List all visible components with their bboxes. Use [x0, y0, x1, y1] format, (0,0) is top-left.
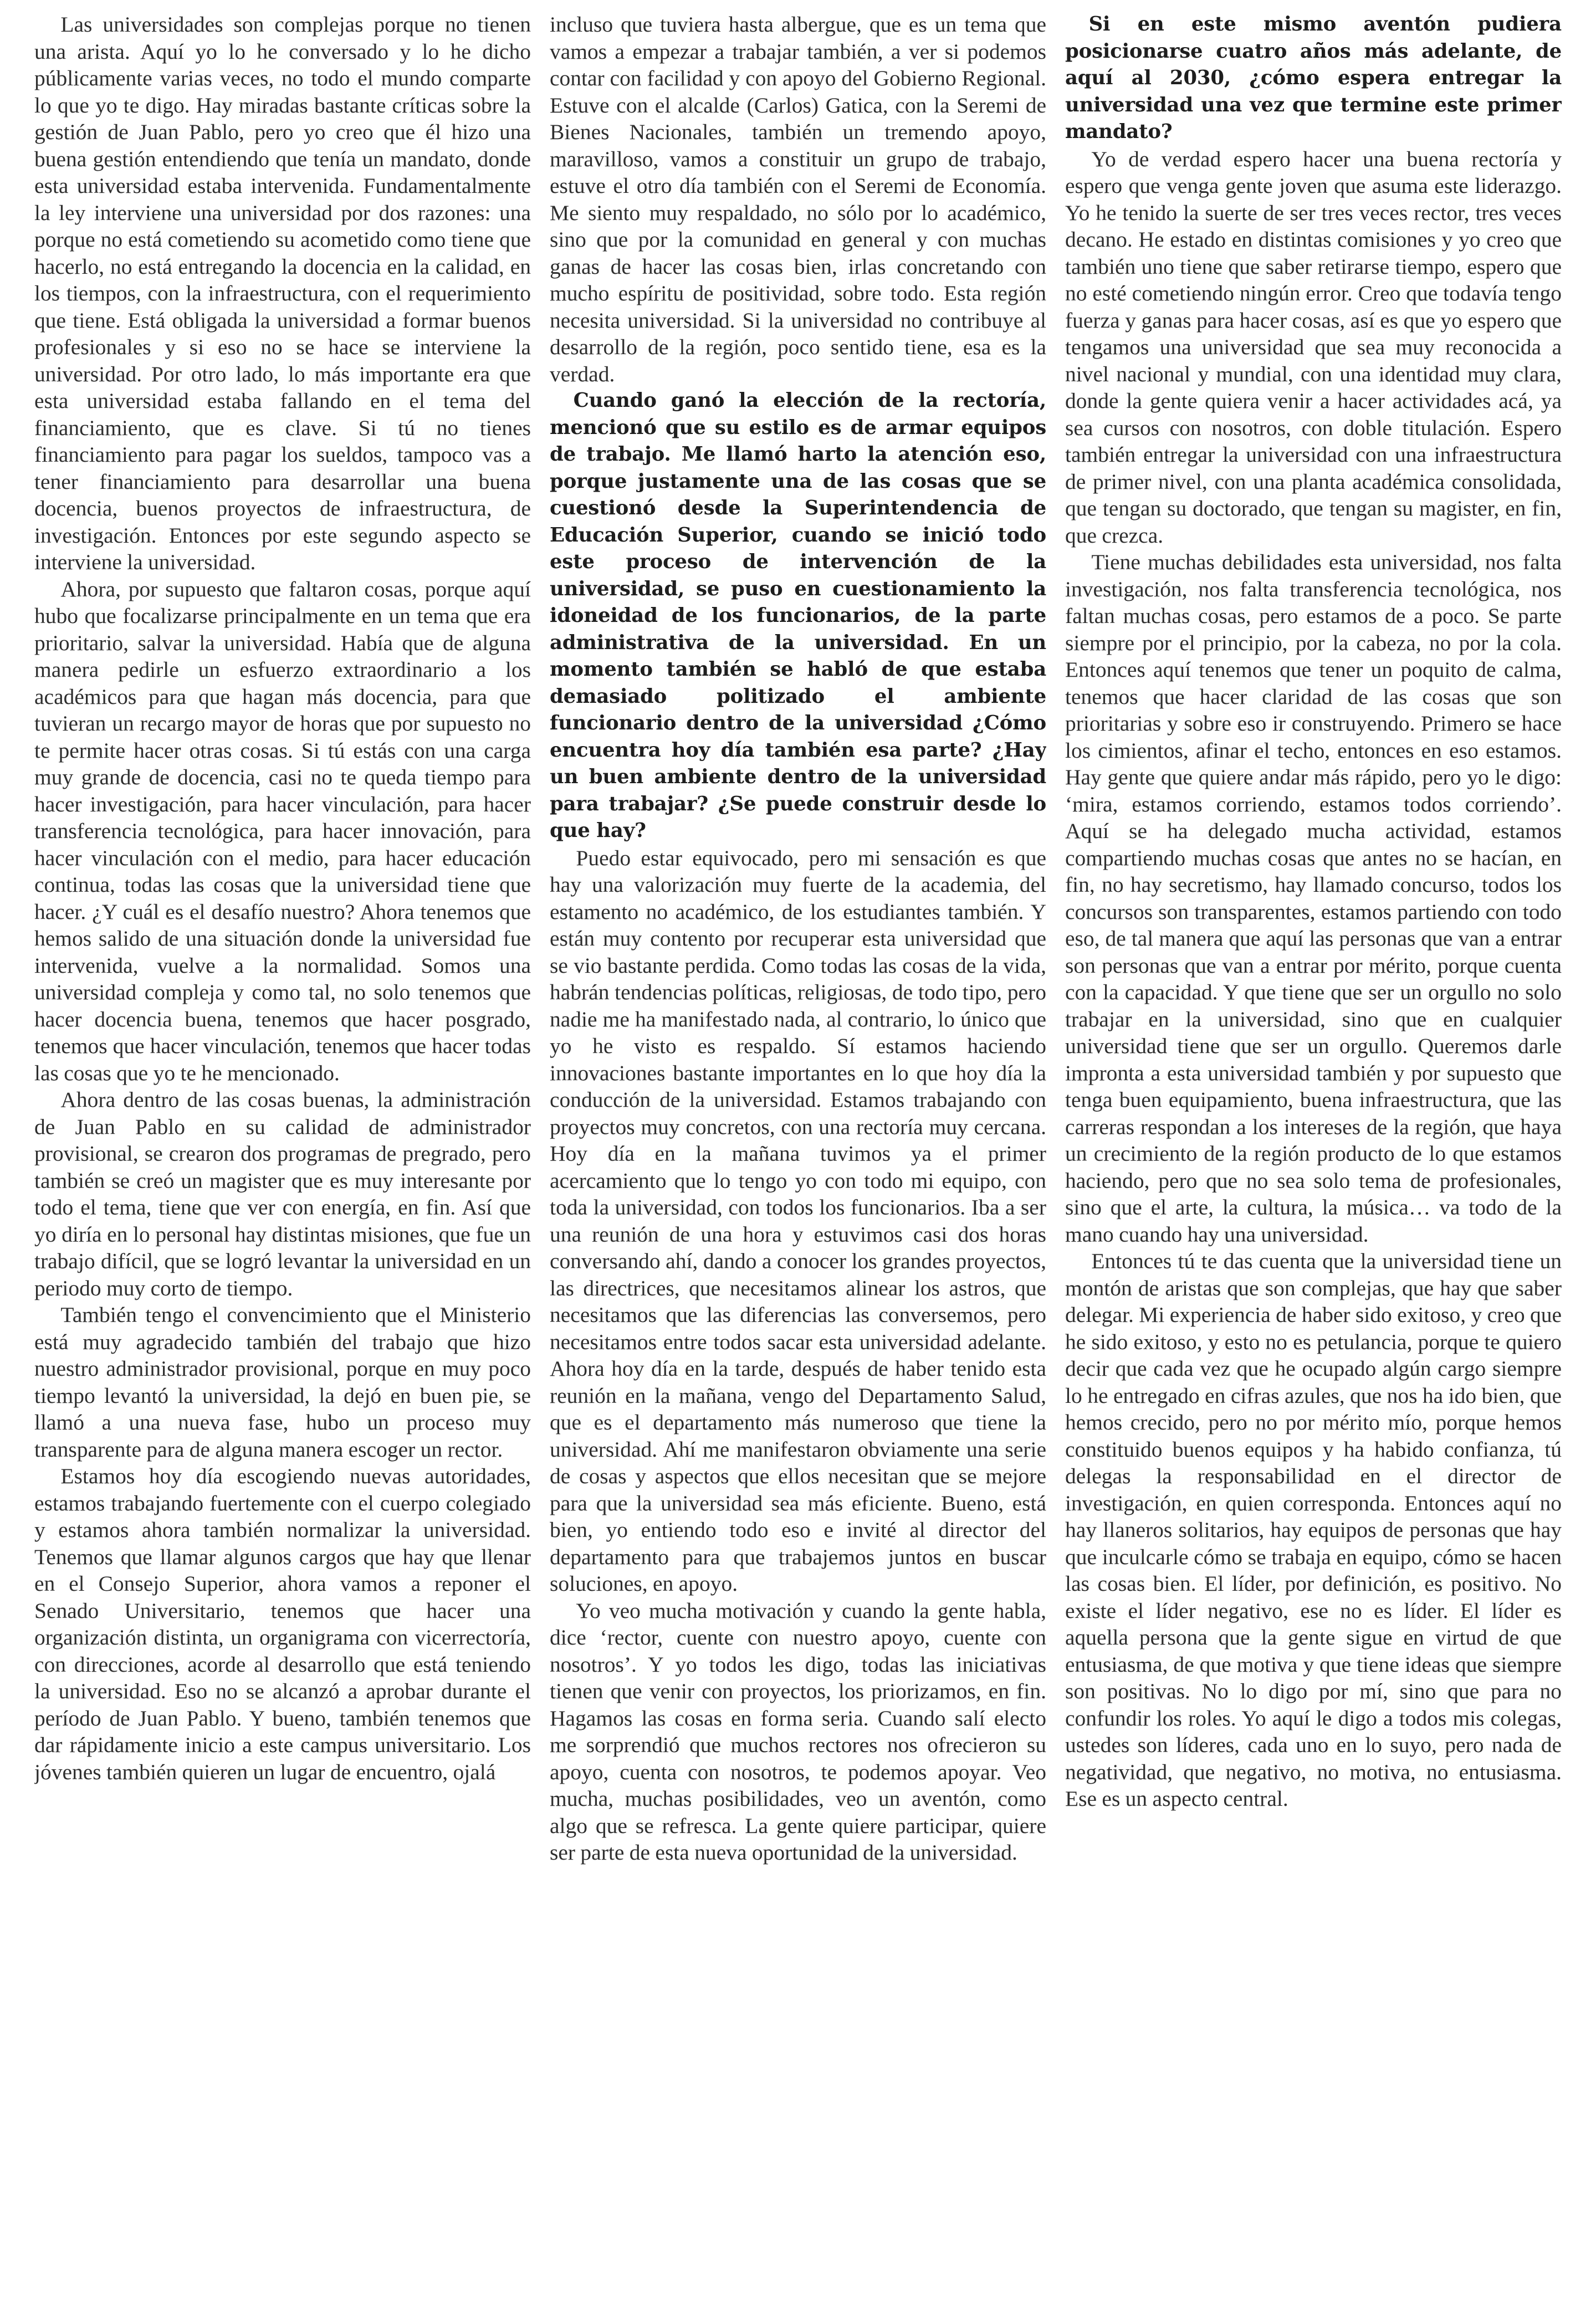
paragraph: Las universidades son complejas porque no tienen una arista. Aquí yo lo he conversado y lo he dicho públicamente varias veces, no todo el mundo comparte lo que yo te digo. Hay miradas bastante críticas sobre la gestión de Juan Pablo, pero yo creo que él hizo una buena gestión entendiendo que tenía un mandato, donde esta universidad estaba intervenida. Fundamentalmente la ley interviene una universidad por dos razones: una porque no está cometiendo su acometido como tiene que hacerlo, no está entregando la docencia en la calidad, en los tiempos, con la infraestructura, con el requerimiento que tiene. Está obligada la universidad a formar buenos profesionales y si eso no se hace se interviene la universidad. Por otro lado, lo más importante era que esta universidad estaba fallando en el tema del financiamiento, que es clave. Si tú no tienes financiamiento para pagar los sueldos, tampoco vas a tener financiamiento para desarrollar una buena docencia, buenos proyectos de infraestructura, de investigación. Entonces por este segundo aspecto se interviene la universidad.	[34, 12, 531, 574]
paragraph: También tengo el convencimiento que el Ministerio está muy agradecido también del trabajo que hizo nuestro administrador provisional, porque en muy poco tiempo levantó la universidad, la dejó en buen pie, se llamó a una nueva fase, hubo un proceso muy transparente para de alguna manera escoger un rector.	[34, 1303, 531, 1462]
paragraph: Estamos hoy día escogiendo nuevas autoridades, estamos trabajando fuertemente con el cuerpo colegiado y estamos ahora también normalizar la universidad. Tenemos que llamar algunos cargos que hay que llenar en el Consejo Superior, ahora vamos a reponer el Senado Universitario, tenemos que hacer una organización distinta, un organigrama con vicerrectoría, con direcciones, acorde al desarrollo que está teniendo la universidad. Eso no se alcanzó a aprobar durante el período de Juan Pablo. Y bueno, también tenemos que dar rápidamente inicio a este campus universitario. Los jóvenes también quieren un lugar de encuentro, ojalá	[34, 1464, 531, 1784]
article-page	[34, 11, 1562, 2295]
column-1	[34, 11, 531, 2295]
paragraph: Yo veo mucha motivación y cuando la gente habla, dice ‘rector, cuente con nuestro apoyo, cuente con nosotros’. Y yo todos les digo, todas las iniciativas tienen que venir con proyectos, los priorizamos, en fin. Hagamos las cosas en forma seria. Cuando salí electo me sorprendió que muchos rectores nos ofrecieron su apoyo, cuenta con nosotros, te podemos apoyar. Veo mucha, muchas posibilidades, veo un aventón, como algo que se refresca. La gente quiere participar, quiere ser parte de esta nueva oportunidad de la universidad.	[550, 1598, 1046, 1865]
paragraph: Entonces tú te das cuenta que la universidad tiene un montón de aristas que son complejas, que hay que saber delegar. Mi experiencia de haber sido exitoso, y creo que he sido exitoso, y esto no es petulancia, porque te quiero decir que cada vez que he ocupado algún cargo siempre lo he entregado en cifras azules, que nos ha ido bien, que hemos crecido, pero no por mérito mío, porque hemos constituido buenos equipos y ha habido confianza, tú delegas la responsabilidad en el director de investigación, en quien corresponda. Entonces aquí no hay llaneros solitarios, hay equipos de personas que hay que inculcarle cómo se trabaja en equipo, cómo se hacen las cosas bien. El líder, por definición, es positivo. No existe el líder negativo, ese no es líder. El líder es aquella persona que la gente sigue en virtud de que entusiasma, de que motiva y que tiene ideas que siempre son positivas. No lo digo por mí, sino que para no confundir los roles. Yo aquí le digo a todos mis colegas, ustedes son líderes, cada uno en lo suyo, pero nada de negatividad, que negativo, no motiva, no entusiasma. Ese es un aspecto central.	[1065, 1249, 1562, 1811]
paragraph: Puedo estar equivocado, pero mi sensación es que hay una valorización muy fuerte de la academia, del estamento no académico, de los estudiantes también. Y están muy contento por recuperar esta universidad que se vio bastante perdida. Como todas las cosas de la vida, habrán tendencias políticas, religiosas, de todo tipo, pero nadie me ha manifestado nada, al contrario, lo único que yo he visto es respaldo. Sí estamos haciendo innovaciones bastante importantes en lo que hoy día la conducción de la universidad. Estamos trabajando con proyectos muy concretos, con una rectoría muy cercana. Hoy día en la mañana tuvimos ya el primer acercamiento que lo tengo yo con todo mi equipo, con toda la universidad, con todos los funcionarios. Iba a ser una reunión de una hora y estuvimos casi dos horas conversando ahí, dando a conocer los grandes proyectos, las directrices, que necesitamos alinear los astros, que necesitamos que las diferencias las conversemos, pero necesitamos entre todos sacar esta universidad adelante. Ahora hoy día en la tarde, después de haber tenido esta reunión en la mañana, vengo del Departamento Salud, que es el departamento más numeroso que tiene la universidad. Ahí me manifestaron obviamente una serie de cosas y aspectos que ellos necesitan que se mejore para que la universidad sea más eficiente. Bueno, está bien, yo entiendo todo eso e invité al director del departamento para que trabajemos juntos en buscar soluciones, en apoyo.	[550, 845, 1046, 1596]
interview-question: Si en este mismo aventón pudiera posicionarse cuatro años más adelante, de aquí al 2030, ¿cómo espera entregar la universidad una vez que termine este primer mandato?	[1065, 13, 1562, 143]
paragraph: Ahora dentro de las cosas buenas, la administración de Juan Pablo en su calidad de administrador provisional, se crearon dos programas de pregrado, pero también se creó un magister que es muy interesante por todo el tema, tiene que ver con energía, en fin. Así que yo diría en lo personal hay distintas misiones, que fue un trabajo difícil, que se logró levantar la universidad en un periodo muy corto de tiempo.	[34, 1087, 531, 1300]
paragraph: Yo de verdad espero hacer una buena rectoría y espero que venga gente joven que asuma este liderazgo. Yo he tenido la suerte de ser tres veces rector, tres veces decano. He estado en distintas comisiones y yo creo que también uno tiene que saber retirarse tiempo, espero que no esté cometiendo ningún error. Creo que todavía tengo fuerza y ganas para hacer cosas, así es que yo espero que tengamos una universidad que sea muy reconocida a nivel nacional y mundial, con una identidad muy clara, donde la gente quiera venir a hacer actividades acá, ya sea cursos con nosotros, con doble titulación. Espero también entregar la universidad con una infraestructura de primer nivel, con una planta académica consolidada, que tengan su doctorado, que tengan su magister, en fin, que crezca.	[1065, 146, 1562, 548]
column-3	[1065, 11, 1562, 2295]
paragraph: Ahora, por supuesto que faltaron cosas, porque aquí hubo que focalizarse principalmente en un tema que era prioritario, salvar la universidad. Había que de alguna manera pedirle un esfuerzo extraordinario a los académicos para que hagan más docencia, para que tuvieran un recargo mayor de horas que por supuesto no te permite hacer otras cosas. Si tú estás con una carga muy grande de docencia, casi no te queda tiempo para hacer investigación, para hacer vinculación, para hacer transferencia tecnológica, para hacer innovación, para hacer vinculación con el medio, para hacer educación continua, todas las cosas que la universidad tiene que hacer. ¿Y cuál es el desafío nuestro? Ahora tenemos que hemos salido de una situación donde la universidad fue intervenida, vuelve a la normalidad. Somos una universidad compleja y como tal, no solo tenemos que hacer docencia buena, tenemos que hacer posgrado, tenemos que hacer vinculación, tenemos que hacer todas las cosas que yo te he mencionado.	[34, 576, 531, 1085]
column-2	[550, 11, 1046, 2295]
paragraph: Tiene muchas debilidades esta universidad, nos falta investigación, nos falta transferencia tecnológica, nos faltan muchas cosas, pero estamos de a poco. Se parte siempre por el principio, por la cabeza, no por la cola. Entonces aquí tenemos que tener un poquito de calma, tenemos que hacer claridad de las cosas que son prioritarias y sobre eso ir construyendo. Primero se hace los cimientos, afinar el techo, entonces en eso estamos. Hay gente que quiere andar más rápido, pero yo le digo: ‘mira, estamos corriendo, estamos todos corriendo’. Aquí se ha delegado mucha actividad, estamos compartiendo muchas cosas que antes no se hacían, en fin, no hay secretismo, hay llamado concurso, todos los concursos son transparentes, estamos partiendo con todo eso, de tal manera que aquí las personas que van a entrar son personas que van a entrar por mérito, porque cuenta con la capacidad. Y que tiene que ser un orgullo no solo trabajar en la universidad, sino que en cualquier universidad tiene que ser un orgullo. Queremos darle impronta a esta universidad también y por supuesto que tenga buen equipamiento, buena infraestructura, que las carreras respondan a los intereses de la región, que haya un crecimiento de la región producto de lo que estamos haciendo, pero que no sea solo tema de profesionales, sino que el arte, la cultura, la música… va todo de la mano cuando hay una universidad.	[1065, 550, 1562, 1247]
interview-question: Cuando ganó la elección de la rectoría, mencionó que su estilo es de armar equipos de trabajo. Me llamó harto la atención eso, porque justamente una de las cosas que se cuestionó desde la Superintendencia de Educación Superior, cuando se inició todo este proceso de intervención de la universidad, se puso en cuestionamiento la idoneidad de los funcionarios, de la parte administrativa de la universidad. En un momento también se habló de que estaba demasiado politizado el ambiente funcionario dentro de la universidad ¿Cómo encuentra hoy día también esa parte? ¿Hay un buen ambiente dentro de la universidad para trabajar? ¿Se puede construir desde lo que hay?	[550, 389, 1046, 842]
paragraph-continuation: incluso que tuviera hasta albergue, que es un tema que vamos a empezar a trabajar también, a ver si podemos contar con facilidad y con apoyo del Gobierno Regional. Estuve con el alcalde (Carlos) Gatica, con la Seremi de Bienes Nacionales, también un tremendo apoyo, maravilloso, vamos a constituir un grupo de trabajo, estuve el otro día también con el Seremi de Economía. Me siento muy respaldado, no sólo por lo académico, sino que por la comunidad en general y con muchas ganas de hacer las cosas bien, irlas concretando con mucho espíritu de positividad, sobre todo. Esta región necesita universidad. Si la universidad no contribuye al desarrollo de la región, poco sentido tiene, esa es la verdad.	[550, 12, 1046, 386]
